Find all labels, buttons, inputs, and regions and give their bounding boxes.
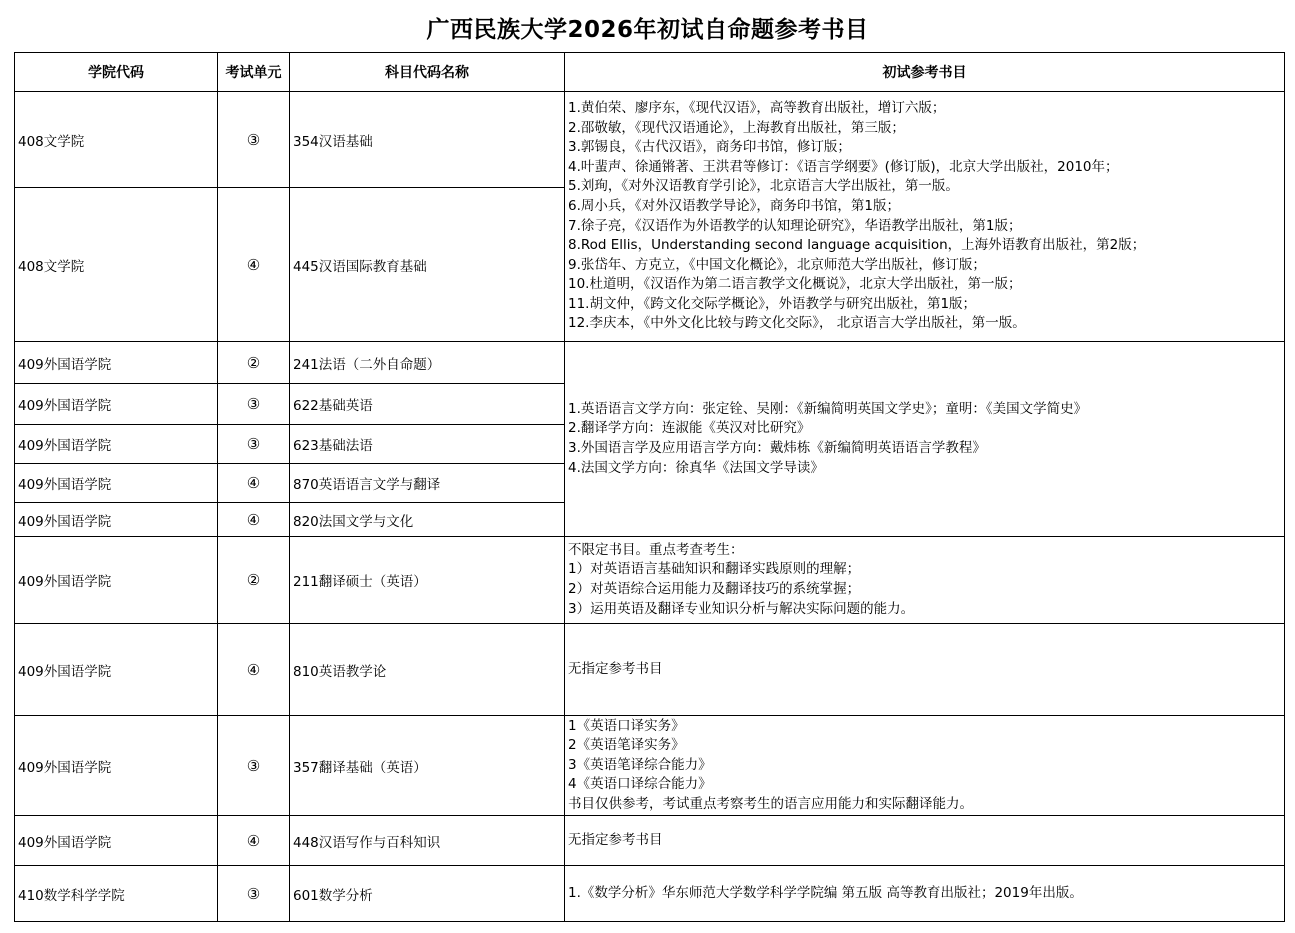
unit-cell: ③ bbox=[218, 384, 290, 425]
unit-cell: ③ bbox=[218, 92, 290, 188]
college-cell: 408文学院 bbox=[15, 92, 218, 188]
books-cell: 无指定参考书目 bbox=[565, 816, 1285, 866]
book-line: 4《英语口译综合能力》 bbox=[568, 776, 712, 793]
book-line: 1《英语口译实务》 bbox=[568, 717, 685, 734]
college-cell: 409外国语学院 bbox=[15, 537, 218, 624]
header-unit: 考试单元 bbox=[218, 53, 290, 92]
book-line: 2）对英语综合运用能力及翻译技巧的系统掌握； bbox=[568, 581, 861, 597]
book-line: 1.英语语言文学方向：张定铨、吴刚：《新编简明英国文学史》；童明：《美国文学简史》 bbox=[568, 400, 1088, 417]
table-row bbox=[15, 816, 1285, 866]
table-row bbox=[15, 92, 1285, 188]
book-line: 2.翻译学方向：连淑能《英汉对比研究》 bbox=[568, 420, 811, 437]
subject-cell: 622基础英语 bbox=[290, 384, 565, 425]
unit-cell: ③ bbox=[218, 425, 290, 464]
header-college: 学院代码 bbox=[15, 53, 218, 92]
table-row bbox=[15, 537, 1285, 624]
unit-cell: ② bbox=[218, 342, 290, 384]
book-line: 2.邵敬敏，《现代汉语通论》，上海教育出版社，第三版； bbox=[568, 119, 905, 136]
subject-cell: 623基础法语 bbox=[290, 425, 565, 464]
book-line: 11.胡文仲，《跨文化交际学概论》，外语教学与研究出版社，第1版； bbox=[568, 295, 977, 312]
subject-cell: 448汉语写作与百科知识 bbox=[290, 816, 565, 866]
college-cell: 409外国语学院 bbox=[15, 624, 218, 716]
subject-cell: 820法国文学与文化 bbox=[290, 503, 565, 537]
book-line: 8.Rod Ellis，Understanding second language acquisition，上海外语教育出版社，第2版； bbox=[568, 237, 1146, 254]
book-line: 9.张岱年、方克立，《中国文化概论》，北京师范大学出版社，修订版； bbox=[568, 256, 986, 273]
college-cell: 409外国语学院 bbox=[15, 816, 218, 866]
college-cell: 409外国语学院 bbox=[15, 464, 218, 503]
book-line: 1.黄伯荣、廖序东，《现代汉语》，高等教育出版社，增订六版； bbox=[568, 99, 946, 116]
college-cell: 408文学院 bbox=[15, 188, 218, 342]
books-cell bbox=[565, 537, 1285, 624]
college-cell: 410数学科学学院 bbox=[15, 866, 218, 922]
book-line: 3.外国语言学及应用语言学方向：戴炜栋《新编简明英语语言学教程》 bbox=[568, 440, 986, 456]
college-cell: 409外国语学院 bbox=[15, 503, 218, 537]
page-title: 广西民族大学2026年初试自命题参考书目 bbox=[426, 17, 869, 43]
book-line: 书目仅供参考，考试重点考察考生的语言应用能力和实际翻译能力。 bbox=[568, 795, 973, 812]
table-row bbox=[15, 866, 1285, 922]
book-line: 1）对英语语言基础知识和翻译实践原则的理解； bbox=[568, 561, 861, 578]
books-cell: 1.《数学分析》华东师范大学数学科学学院编 第五版 高等教育出版社；2019年出版。 bbox=[565, 866, 1285, 922]
books-cell bbox=[565, 716, 1285, 816]
book-line: 3《英语笔译综合能力》 bbox=[568, 756, 712, 773]
table-row bbox=[15, 342, 1285, 384]
book-line: 10.杜道明，《汉语作为第二语言教学文化概说》，北京大学出版社，第一版； bbox=[568, 276, 1022, 293]
header-books: 初试参考书目 bbox=[565, 53, 1285, 92]
unit-cell: ④ bbox=[218, 188, 290, 342]
college-cell: 409外国语学院 bbox=[15, 342, 218, 384]
college-cell: 409外国语学院 bbox=[15, 384, 218, 425]
subject-cell: 241法语（二外自命题） bbox=[290, 342, 565, 384]
unit-cell: ④ bbox=[218, 624, 290, 716]
unit-cell: ③ bbox=[218, 716, 290, 816]
book-line: 2《英语笔译实务》 bbox=[568, 737, 685, 754]
subject-cell: 211翻译硕士（英语） bbox=[290, 537, 565, 624]
book-line: 4.叶蜚声、徐通锵著、王洪君等修订：《语言学纲要》(修订版)，北京大学出版社，2010年； bbox=[568, 158, 1119, 175]
book-line: 4.法国文学方向：徐真华《法国文学导读》 bbox=[568, 459, 824, 476]
table-row bbox=[15, 624, 1285, 716]
books-cell: 无指定参考书目 bbox=[565, 624, 1285, 716]
subject-cell: 445汉语国际教育基础 bbox=[290, 188, 565, 342]
book-line: 12.李庆本，《中外文化比较与跨文化交际》， 北京语言大学出版社，第一版。 bbox=[568, 315, 1026, 332]
unit-cell: ④ bbox=[218, 816, 290, 866]
unit-cell: ④ bbox=[218, 503, 290, 537]
subject-cell: 601数学分析 bbox=[290, 866, 565, 922]
subject-cell: 357翻译基础（英语） bbox=[290, 716, 565, 816]
subject-cell: 354汉语基础 bbox=[290, 92, 565, 188]
subject-cell: 870英语语言文学与翻译 bbox=[290, 464, 565, 503]
book-line: 6.周小兵，《对外汉语教学导论》，商务印书馆，第1版； bbox=[568, 197, 900, 214]
book-line: 3）运用英语及翻译专业知识分析与解决实际问题的能力。 bbox=[568, 600, 915, 617]
subject-cell: 810英语教学论 bbox=[290, 624, 565, 716]
college-cell: 409外国语学院 bbox=[15, 425, 218, 464]
table-row bbox=[15, 716, 1285, 816]
book-line: 5.刘珣，《对外汉语教育学引论》，北京语言大学出版社，第一版。 bbox=[568, 178, 959, 195]
college-cell: 409外国语学院 bbox=[15, 716, 218, 816]
book-line: 不限定书目。重点考查考生： bbox=[568, 541, 744, 558]
unit-cell: ④ bbox=[218, 464, 290, 503]
book-line: 3.郭锡良，《古代汉语》，商务印书馆，修订版； bbox=[568, 139, 851, 156]
unit-cell: ② bbox=[218, 537, 290, 624]
book-line: 7.徐子亮，《汉语作为外语教学的认知理论研究》，华语教学出版社，第1版； bbox=[568, 217, 1022, 234]
reference-book-table bbox=[14, 52, 1285, 922]
header-subject: 科目代码名称 bbox=[290, 53, 565, 92]
unit-cell: ③ bbox=[218, 866, 290, 922]
books-cell bbox=[565, 342, 1285, 537]
books-cell bbox=[565, 92, 1285, 342]
table-header-row bbox=[15, 53, 1285, 92]
